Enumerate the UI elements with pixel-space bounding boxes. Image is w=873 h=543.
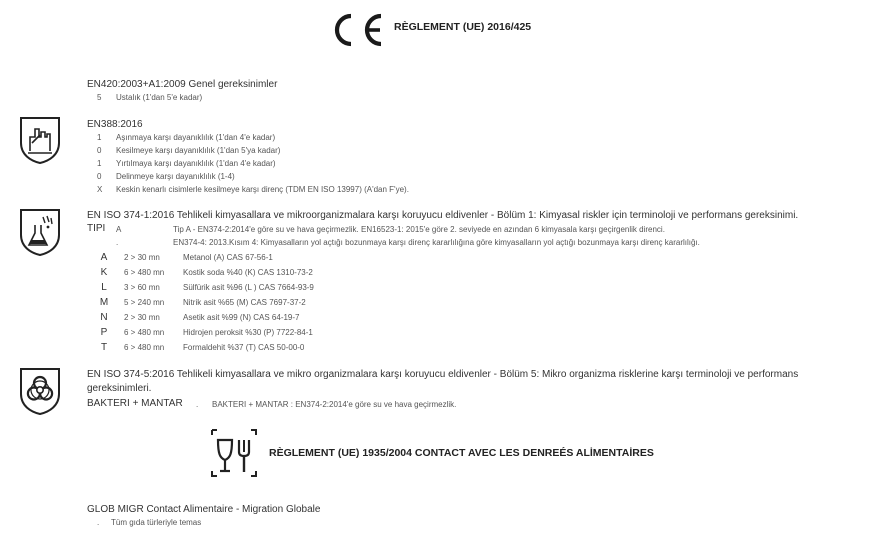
ce-regulation-title: RÈGLEMENT (UE) 2016/425 (394, 21, 532, 33)
chemical-degradation-note: EN374-4: 2013.Kısım 4: Kimyasalların yol açtığı bozunmaya karşı direnç kararlılığına göre kimyasalların yol açtığı bozunmaya karşı direnç kararlılığı. (173, 238, 700, 247)
chemical-type-label: TIPI (87, 223, 106, 234)
biological-title: EN ISO 374-5:2016 Tehlikeli kimyasallara ve mikro organizmalara karşı koruyucu eldivenler - Bölüm 5: Mikro organizma risklerine karşı terminoloji ve performans (87, 369, 799, 380)
page: RÈGLEMENT (UE) 2016/425 EN420:2003+A1:2009 Genel gereksinimler 5 Ustalık (1'dan 5'e kadar) EN388:2016 1 Aşınmaya karşı dayanıklılık (1'dan 4'e kadar) 0 Kesilmeye karşı dayanıklılık (1'dan 5'ya kadar) 1 Yırtılmaya karşı dayanıklılık (1'dan 4'e kadar) 0 Delinmeye karşı dayanıklılık (1-4) X Keskin kenarlı cisimlerle kesilmeye karşı direnç (TDM EN ISO 13997) (A'dan F'ye). EN ISO 374-1:2016 Tehlikeli kimyasallara ve mikroorganizmalara karşı koruyucu eldivenler - Bölüm 1: Kimyasal riskler için terminoloji ve performans gereksinimi. TIPI A Tip A - EN374-2:2014'e göre su ve hava geçirmezlik. EN16523-1: 2015'e göre 2. seviyede en azından 6 kimyasala karşı geçirgenlik direnci. . EN374-4: 2013.Kısım 4: Kimyasalların yol açtığı bozunmaya karşı direnç kararlılığına göre kimyasalların yol açtığı bozunmaya karşı direnç kararlılığı. A 2 > 30 mn Metanol (A) CAS 67-56-1 K 6 > 480 mn Kostik soda %40 (K) CAS 1310-73-2 L 3 > 60 mn Sülfürik asit %96 (L ) CAS 7664-93-9 M 5 > 240 mn Nitrik asit %65 (M) CAS 7697-37-2 N 2 > 30 mn Asetik asit %99 (N) CAS 64-19-7 P 6 > 480 mn Hidrojen peroksit %30 (P) 7722-84-1 T 6 > 480 mn Formaldehit %37 (T) CAS 50-00-0 EN ISO 374-5:2016 Tehlikeli kimyasallara ve mikro organizmalara karşı koruyucu eldivenler - Bölüm 5: Mikro organizma risklerine karşı terminoloji ve performans gereksinimleri. BAKTERI + MANTAR . BAKTERI + MANTAR : EN374-2:2014'e göre su ve hava geçirmezlik. RÈGLEMENT (UE) 1935/2004 CONTACT AVEC LES DENREÉS ALİMENTAİRES GLOB MIGR Contact Alimentaire - Migration Globale . Tüm gıda türleriyle temas (0, 0, 873, 543)
biohazard-icon (18, 366, 62, 416)
chemical-type-note: Tip A - EN374-2:2014'e göre su ve hava geçirmezlik. EN16523-1: 2015'e göre 2. seviyede en azından 6 kimyasala karşı geçirgenlik direnci. (173, 225, 665, 234)
mechanical-risk-icon (18, 115, 62, 165)
migration-mark: . (97, 518, 100, 527)
chemical-type-value: A (116, 225, 122, 234)
biological-title-continued: gereksinimleri. (87, 383, 152, 394)
mechanical-title: EN388:2016 (87, 119, 143, 130)
chemical-title: EN ISO 374-1:2016 Tehlikeli kimyasallara ve mikroorganizmalara karşı koruyucu eldivenler - Bölüm 1: Kimyasal riskler için terminoloji ve performans gereksinimi. (87, 210, 799, 221)
general-title: EN420:2003+A1:2009 Genel gereksinimler (87, 79, 278, 90)
biological-label: BAKTERI + MANTAR (87, 398, 183, 409)
migration-title: GLOB MIGR Contact Alimentaire - Migration Globale (87, 504, 321, 515)
biological-mark: . (196, 400, 199, 409)
chemical-risk-icon (18, 207, 62, 257)
migration-text: Tüm gıda türleriyle temas (111, 518, 202, 527)
food-contact-icon (209, 428, 259, 478)
food-regulation-title: RÈGLEMENT (UE) 1935/2004 CONTACT AVEC LES DENREÉS ALİMENTAİRES (269, 447, 654, 459)
chemical-type-note-mark: . (116, 238, 119, 247)
biological-note: BAKTERI + MANTAR : EN374-2:2014'e göre su ve hava geçirmezlik. (212, 400, 457, 409)
ce-mark-icon (331, 12, 385, 48)
